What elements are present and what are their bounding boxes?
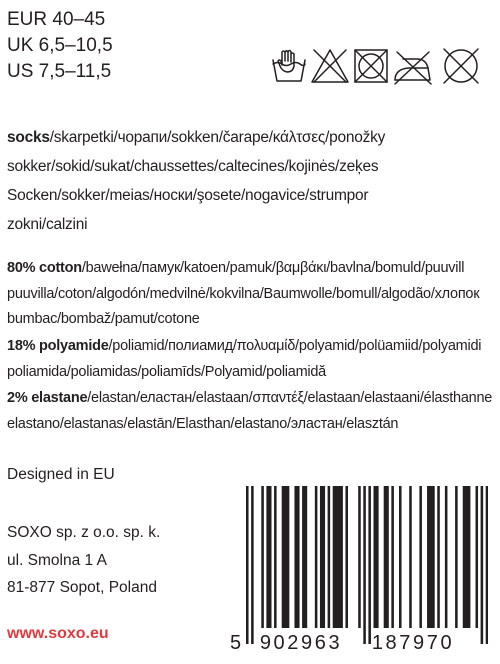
barcode-guard-bar (368, 486, 371, 644)
barcode-bar (266, 486, 271, 628)
composition-line (7, 256, 479, 282)
ean13-barcode (226, 486, 488, 656)
elastane-translations: /elastan/еластан/elastaan/σπαντέξ/elastaan/elastaani/élasthanne (87, 390, 493, 406)
company-name: SOXO sp. z o.o. sp. k. (7, 524, 161, 541)
barcode-bar (419, 486, 422, 628)
composition-line: poliamida/poliamidas/poliamīds/Polyamid/poliamidă (7, 363, 326, 380)
composition-line: elastano/elastanas/elastān/Elasthan/elastano/эластан/elasztán (7, 415, 399, 432)
company-city: 81-877 Sopot, Poland (7, 579, 157, 596)
cotton-translations: /bawełna/памук/katoen/pamuk/βαμβάκι/bavlna/bomuld/puuvill (81, 260, 465, 276)
barcode-bar (320, 486, 325, 628)
polyamide-translations: /poliamid/полиамид/πολυαμίδ/polyamid/polüamiid/polyamidi (108, 338, 482, 354)
product-line: sokker/sokid/sukat/chaussettes/caltecines/kojinės/zeķes (7, 158, 379, 175)
product-name-bold: socks (7, 129, 50, 146)
barcode-bar (437, 486, 440, 628)
size-uk: UK 6,5–10,5 (7, 35, 113, 56)
barcode-bar (463, 486, 471, 628)
do-not-iron-icon (395, 52, 431, 84)
product-line: zokni/calzini (7, 216, 88, 233)
do-not-tumble-dry-icon (355, 50, 387, 82)
do-not-dry-clean-icon (444, 49, 478, 83)
barcode-bar (333, 486, 343, 628)
polyamide-percent: 18% polyamide (7, 338, 109, 354)
elastane-percent: 2% elastane (7, 390, 88, 406)
barcode-guard-bar (251, 486, 254, 644)
barcode-bar (302, 486, 307, 628)
company-address (7, 519, 160, 602)
barcode-bar (399, 486, 402, 628)
company-street: ul. Smolna 1 A (7, 551, 107, 569)
barcode-bar (427, 486, 435, 628)
composition-line (7, 386, 492, 412)
composition-elastane (7, 386, 492, 437)
barcode-bar (445, 486, 448, 628)
barcode-guard-bar (486, 486, 488, 644)
barcode-first-digit: 5 (230, 632, 242, 654)
designed-in: Designed in EU (7, 466, 115, 483)
barcode-left-digits: 902963 (259, 632, 343, 654)
product-translations: /skarpetki/чорапи/sokken/čarape/κάλτσες/ponožky (49, 129, 386, 146)
barcode-bar (476, 486, 479, 628)
size-us: US 7,5–11,5 (7, 61, 112, 82)
composition-line (7, 334, 481, 360)
product-names (7, 123, 385, 239)
barcode-bar (455, 486, 458, 628)
website-link[interactable]: www.soxo.eu (7, 625, 109, 642)
barcode-bar (274, 486, 277, 628)
size-eur: EUR 40–45 (7, 9, 106, 30)
composition-line: bumbac/bombaž/pamut/cotone (7, 311, 200, 327)
barcode-guard-bar (363, 486, 366, 644)
barcode-bars (246, 486, 488, 644)
barcode-bar (345, 486, 348, 628)
barcode-bar (374, 486, 379, 628)
barcode-bar (391, 486, 394, 628)
product-line (7, 123, 385, 152)
size-block (7, 7, 113, 85)
do-not-bleach-icon (312, 50, 348, 82)
barcode-bar (315, 486, 318, 628)
composition-cotton (7, 256, 479, 333)
cotton-percent: 80% cotton (7, 260, 82, 276)
barcode-guard-bar (246, 486, 249, 644)
barcode-bar (261, 486, 264, 628)
barcode-guard-bar (481, 486, 484, 644)
composition-polyamide (7, 334, 481, 385)
barcode-bar (409, 486, 412, 628)
barcode-bar (294, 486, 299, 628)
barcode-right-digits: 187970 (371, 632, 455, 654)
barcode-bar (282, 486, 290, 628)
barcode-bar (328, 486, 331, 628)
care-symbols (271, 44, 485, 88)
barcode-bar (384, 486, 389, 628)
composition-line: puuvilla/coton/algodón/medvilnė/kokvilna/Baumwolle/bomull/algodão/хлопок (7, 285, 480, 302)
hand-wash-icon (273, 51, 305, 82)
product-line: Socken/sokker/meias/носки/şosete/nogavice/strumpor (7, 187, 369, 204)
barcode-bar (358, 486, 361, 628)
